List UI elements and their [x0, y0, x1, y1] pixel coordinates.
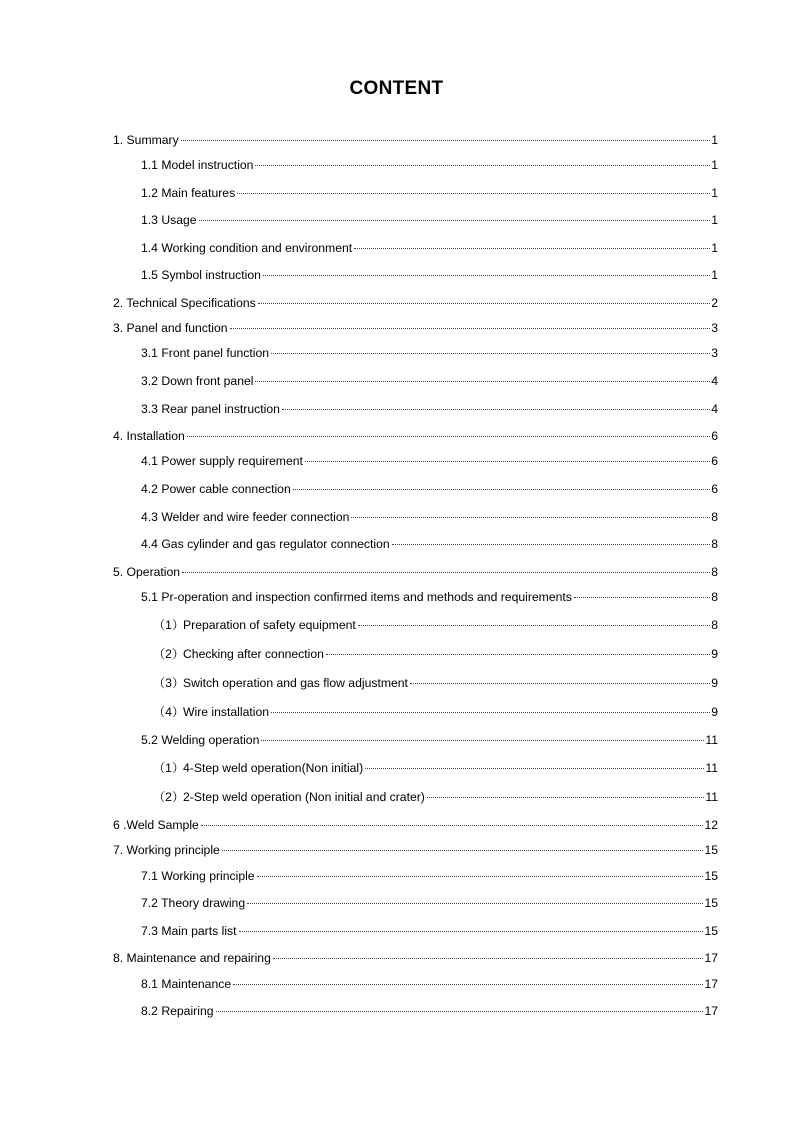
dot-leader [351, 517, 710, 518]
dot-leader [358, 625, 710, 626]
toc-entry-label: 3.2 Down front panel [141, 374, 254, 388]
toc-entry-label: 2. Technical Specifications [113, 296, 256, 310]
toc-entry-page: 12 [704, 818, 718, 832]
toc-entry[interactable] [113, 428, 718, 444]
dot-leader [237, 193, 710, 194]
dot-leader [271, 712, 710, 713]
toc-entry[interactable] [141, 732, 718, 748]
toc-entry-number: （4） [153, 705, 185, 719]
toc-entry-page: 1 [711, 241, 718, 255]
toc-entry-page: 8 [711, 565, 718, 579]
dot-leader [255, 381, 710, 382]
toc-entry-label: 7.1 Working principle [141, 869, 255, 883]
dot-leader [271, 353, 710, 354]
toc-entry[interactable] [141, 509, 718, 525]
toc-entry-number: （2） [153, 790, 185, 804]
toc-entry-page: 1 [711, 213, 718, 227]
toc-entry-label: 4.3 Welder and wire feeder connection [141, 510, 350, 524]
toc-entry-page: 15 [704, 869, 718, 883]
dot-leader [199, 220, 711, 221]
toc-entry-label: 1.3 Usage [141, 213, 197, 227]
dot-leader [365, 768, 704, 769]
toc-entry-page: 6 [711, 482, 718, 496]
toc-entry-page: 8 [711, 590, 718, 604]
toc-entry-page: 9 [711, 676, 718, 690]
toc-entry-page: 17 [704, 951, 718, 965]
toc-entry-number: （3） [153, 676, 185, 690]
toc-entry[interactable] [141, 789, 718, 805]
toc-entry[interactable] [113, 842, 718, 858]
toc-entry[interactable] [113, 295, 718, 311]
toc-entry-label: 5. Operation [113, 565, 181, 579]
toc-entry[interactable] [141, 1003, 718, 1019]
toc-entry[interactable] [141, 704, 718, 720]
toc-entry-page: 8 [711, 618, 718, 632]
dot-leader [201, 825, 704, 826]
dot-leader [222, 850, 704, 851]
dot-leader [293, 489, 710, 490]
toc-entry-label: 1. Summary [113, 133, 179, 147]
toc-entry-page: 1 [711, 158, 718, 172]
toc-entry-page: 2 [711, 296, 718, 310]
toc-entry[interactable] [141, 923, 718, 939]
toc-entry-page: 11 [705, 761, 718, 775]
toc-entry-label: 7.2 Theory drawing [141, 896, 246, 910]
toc-entry-label: 4.2 Power cable connection [141, 482, 291, 496]
toc-entry-label: 6 .Weld Sample [113, 818, 199, 832]
dot-leader [282, 409, 710, 410]
toc-entry[interactable] [141, 345, 718, 361]
toc-entry-number: （1） [153, 618, 185, 632]
page-title: CONTENT [349, 78, 444, 99]
toc-entry[interactable] [141, 212, 718, 228]
toc-entry-label: 2-Step weld operation (Non initial and crater) [183, 790, 425, 804]
toc-entry[interactable] [141, 976, 718, 992]
dot-leader [258, 303, 710, 304]
toc-entry-label: 4-Step weld operation(Non initial) [183, 761, 364, 775]
toc-entry-page: 9 [711, 705, 718, 719]
dot-leader [233, 984, 703, 985]
toc-entry-page: 6 [711, 454, 718, 468]
toc-entry[interactable] [141, 675, 718, 691]
toc-entry[interactable] [141, 589, 718, 605]
dot-leader [305, 461, 710, 462]
toc-entry-label: 1.1 Model instruction [141, 158, 254, 172]
toc-entry-label: 8. Maintenance and repairing [113, 951, 271, 965]
toc-entry-page: 11 [705, 733, 718, 747]
toc-entry[interactable] [141, 240, 718, 256]
toc-entry-number: （1） [153, 761, 185, 775]
toc-entry-page: 1 [711, 268, 718, 282]
toc-entry-label: 3.1 Front panel function [141, 346, 270, 360]
toc-entry-label: 4. Installation [113, 429, 185, 443]
toc-entry-page: 17 [704, 1004, 718, 1018]
toc-entry[interactable] [141, 453, 718, 469]
toc-entry-page: 4 [711, 374, 718, 388]
dot-leader [261, 740, 704, 741]
toc-entry-label: Preparation of safety equipment [183, 618, 356, 632]
toc-entry[interactable] [141, 157, 718, 173]
toc-entry-page: 17 [704, 977, 718, 991]
toc-entry-page: 15 [704, 924, 718, 938]
dot-leader [273, 958, 704, 959]
dot-leader [182, 572, 710, 573]
toc-entry-label: 1.5 Symbol instruction [141, 268, 261, 282]
toc-entry[interactable] [141, 401, 718, 417]
toc-entry[interactable] [141, 536, 718, 552]
toc-entry[interactable] [141, 760, 718, 776]
toc-entry-page: 1 [711, 186, 718, 200]
toc-entry-page: 11 [705, 790, 718, 804]
toc-entry-page: 3 [711, 346, 718, 360]
dot-leader [216, 1011, 704, 1012]
dot-leader [239, 931, 704, 932]
toc-entry-page: 3 [711, 321, 718, 335]
dot-leader [181, 140, 711, 141]
toc-entry[interactable] [113, 817, 718, 833]
toc-entry-page: 9 [711, 647, 718, 661]
toc-entry-number: （2） [153, 647, 185, 661]
toc-entry-label: 1.4 Working condition and environment [141, 241, 353, 255]
dot-leader [187, 436, 710, 437]
dot-leader [230, 328, 711, 329]
toc-entry-label: 7.3 Main parts list [141, 924, 237, 938]
toc-entry[interactable] [113, 950, 718, 966]
toc-entry[interactable] [113, 320, 718, 336]
toc-entry[interactable] [113, 564, 718, 580]
toc-entry[interactable] [141, 617, 718, 633]
toc-entry-label: 3.3 Rear panel instruction [141, 402, 280, 416]
toc-entry-label: 5.1 Pr-operation and inspection confirmed items and methods and requirements [141, 590, 572, 604]
toc-entry-label: 3. Panel and function [113, 321, 228, 335]
dot-leader [257, 876, 704, 877]
toc-entry-page: 6 [711, 429, 718, 443]
toc-entry-label: 8.2 Repairing [141, 1004, 214, 1018]
toc-entry-page: 15 [704, 896, 718, 910]
toc-entry-page: 4 [711, 402, 718, 416]
dot-leader [354, 248, 710, 249]
toc-entry[interactable] [141, 646, 718, 662]
toc-entry[interactable] [141, 868, 718, 884]
toc-entry[interactable] [141, 895, 718, 911]
toc-entry-label: 4.4 Gas cylinder and gas regulator connection [141, 537, 390, 551]
dot-leader [410, 683, 710, 684]
dot-leader [574, 597, 710, 598]
toc-entry[interactable] [141, 267, 718, 283]
toc-entry-label: 5.2 Welding operation [141, 733, 260, 747]
toc-entry-page: 15 [704, 843, 718, 857]
toc-entry-label: Switch operation and gas flow adjustment [183, 676, 408, 690]
dot-leader [263, 275, 710, 276]
toc-entry-label: 8.1 Maintenance [141, 977, 232, 991]
dot-leader [247, 903, 703, 904]
toc-entry-page: 8 [711, 510, 718, 524]
toc-entry-page: 8 [711, 537, 718, 551]
toc-entry-label: Checking after connection [183, 647, 324, 661]
dot-leader [326, 654, 710, 655]
toc-entry[interactable] [113, 132, 718, 148]
dot-leader [427, 797, 704, 798]
dot-leader [255, 165, 710, 166]
toc-entry-label: 4.1 Power supply requirement [141, 454, 303, 468]
toc-entry-label: 7. Working principle [113, 843, 220, 857]
toc-entry[interactable] [141, 185, 718, 201]
dot-leader [392, 544, 711, 545]
toc-entry-label: 1.2 Main features [141, 186, 236, 200]
toc-entry[interactable] [141, 373, 718, 389]
toc-entry[interactable] [141, 481, 718, 497]
toc-entry-label: Wire installation [183, 705, 270, 719]
toc-entry-page: 1 [711, 133, 718, 147]
